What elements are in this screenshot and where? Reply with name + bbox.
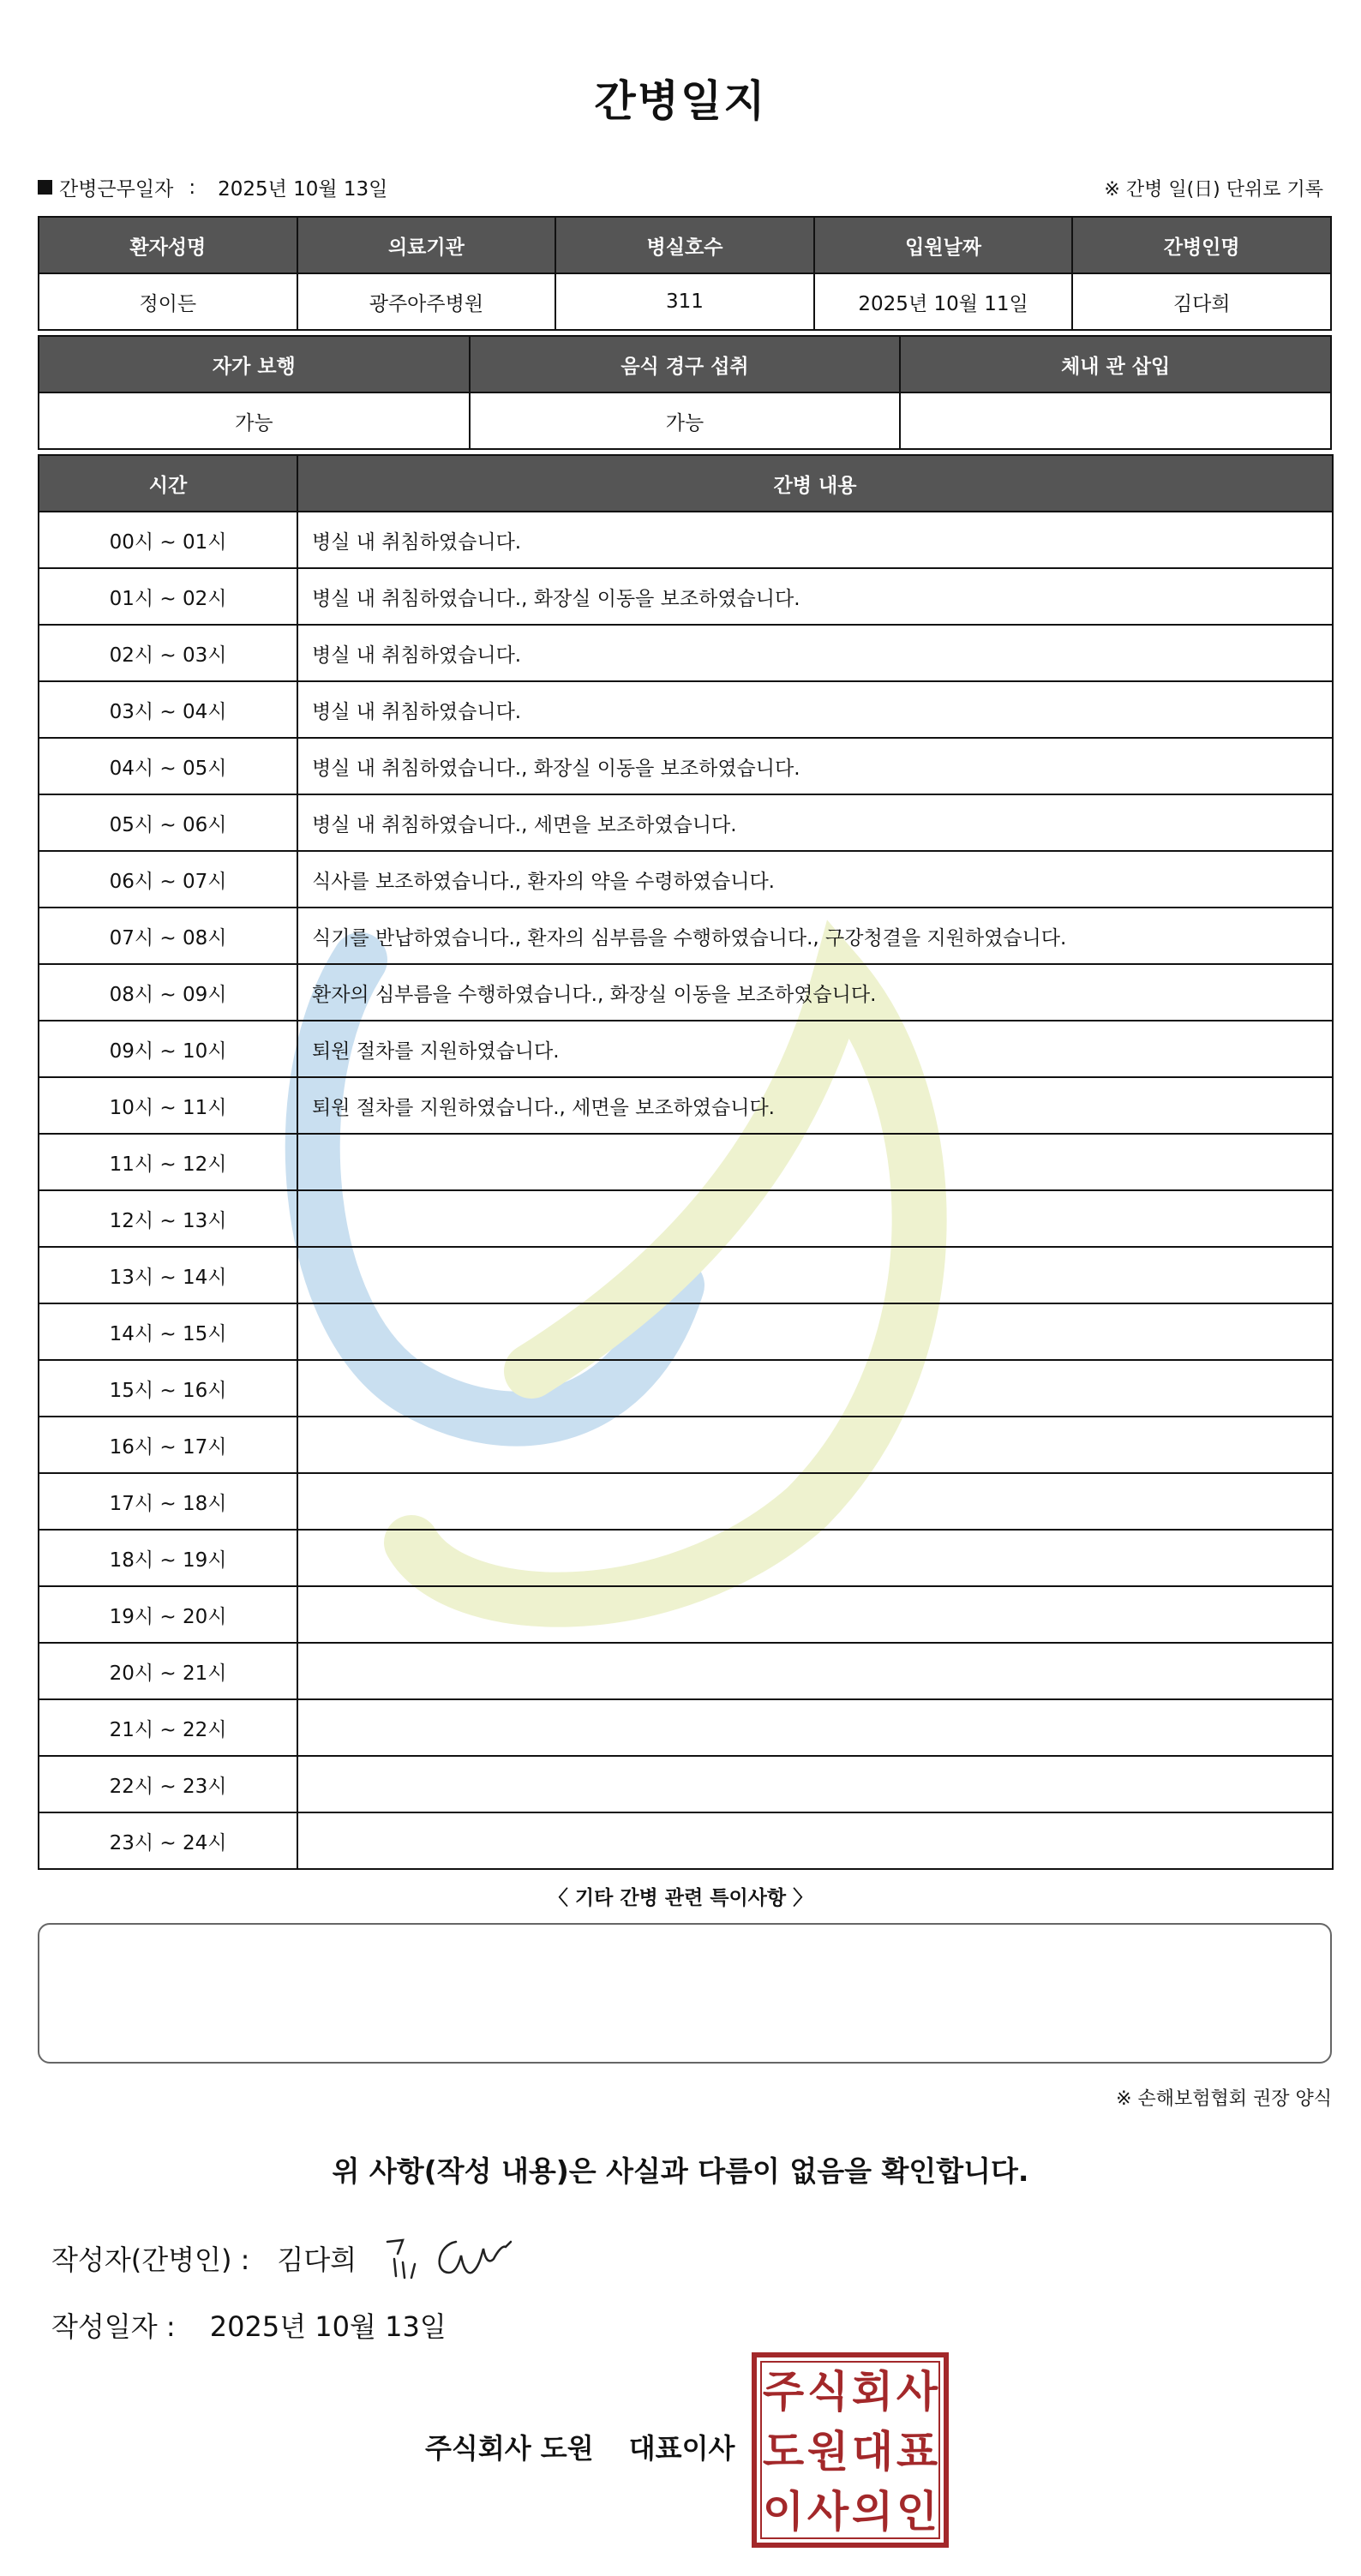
header-admission-date: 입원날짜 xyxy=(814,217,1073,273)
log-content xyxy=(297,1190,1333,1247)
log-content xyxy=(297,1756,1333,1812)
log-time: 05시 ~ 06시 xyxy=(39,794,297,851)
table-row xyxy=(39,512,1333,568)
log-time: 21시 ~ 22시 xyxy=(39,1699,297,1756)
seal-glyph: 대 xyxy=(851,2427,894,2477)
work-date xyxy=(38,173,387,201)
table-row xyxy=(39,1530,1333,1586)
hospital-name: 광주아주병원 xyxy=(297,273,556,330)
log-content: 환자의 심부름을 수행하였습니다., 화장실 이동을 보조하였습니다. xyxy=(297,964,1333,1021)
table-row xyxy=(39,794,1333,851)
written-date-line xyxy=(51,2305,447,2345)
seal-glyph: 사 xyxy=(806,2487,849,2537)
seal-lettering xyxy=(763,2367,938,2537)
remarks-box xyxy=(38,1923,1332,2064)
form-note: ※ 손해보험협회 권장 양식 xyxy=(1116,2088,1332,2110)
table-row xyxy=(39,1134,1333,1190)
log-time: 17시 ~ 18시 xyxy=(39,1473,297,1530)
seal-glyph: 도 xyxy=(762,2427,805,2477)
table-row xyxy=(39,1077,1333,1134)
bullet-square-icon xyxy=(38,180,52,195)
log-content xyxy=(297,1586,1333,1643)
log-content: 퇴원 절차를 지원하였습니다., 세면을 보조하였습니다. xyxy=(297,1077,1333,1134)
care-log-table xyxy=(38,454,1334,1870)
log-time: 16시 ~ 17시 xyxy=(39,1417,297,1473)
seal-glyph: 의 xyxy=(851,2487,894,2537)
table-row xyxy=(39,1417,1333,1473)
log-content: 병실 내 취침하였습니다. xyxy=(297,681,1333,738)
header-time: 시간 xyxy=(39,455,297,512)
table-row xyxy=(39,568,1333,625)
written-date-label: 작성일자 : xyxy=(51,2310,176,2343)
seal-glyph: 이 xyxy=(762,2487,805,2537)
handwritten-signature xyxy=(377,2225,523,2286)
log-time: 07시 ~ 08시 xyxy=(39,908,297,964)
table-row xyxy=(39,1473,1333,1530)
log-time: 23시 ~ 24시 xyxy=(39,1812,297,1869)
writer-name: 김다희 xyxy=(277,2244,357,2276)
care-log-body xyxy=(39,512,1333,1869)
remarks-title: 〈 기타 간병 관련 특이사항 〉 xyxy=(548,1887,813,1909)
log-time: 20시 ~ 21시 xyxy=(39,1643,297,1699)
log-content xyxy=(297,1303,1333,1360)
log-time: 08시 ~ 09시 xyxy=(39,964,297,1021)
log-time: 00시 ~ 01시 xyxy=(39,512,297,568)
table-row xyxy=(39,1021,1333,1077)
log-time: 06시 ~ 07시 xyxy=(39,851,297,908)
log-content xyxy=(297,1417,1333,1473)
writer-line xyxy=(51,2238,357,2278)
header-self-walking: 자가 보행 xyxy=(39,336,470,392)
unit-note: ※ 간병 일(日) 단위로 기록 xyxy=(1104,179,1323,201)
log-content xyxy=(297,1699,1333,1756)
log-time: 12시 ~ 13시 xyxy=(39,1190,297,1247)
log-time: 04시 ~ 05시 xyxy=(39,738,297,794)
log-time: 03시 ~ 04시 xyxy=(39,681,297,738)
log-time: 02시 ~ 03시 xyxy=(39,625,297,681)
company-role: 대표이사 xyxy=(628,2432,735,2465)
header-room-number: 병실호수 xyxy=(555,217,814,273)
log-time: 15시 ~ 16시 xyxy=(39,1360,297,1417)
log-content: 병실 내 취침하였습니다., 세면을 보조하였습니다. xyxy=(297,794,1333,851)
log-content: 식사를 보조하였습니다., 환자의 약을 수령하였습니다. xyxy=(297,851,1333,908)
log-content: 식기를 반납하였습니다., 환자의 심부름을 수행하였습니다., 구강청결을 지원하였습니다. xyxy=(297,908,1333,964)
written-date-value: 2025년 10월 13일 xyxy=(209,2310,447,2343)
writer-label: 작성자(간병인) : xyxy=(51,2244,250,2276)
header-tube-insertion: 체내 관 삽입 xyxy=(900,336,1331,392)
work-date-value: 2025년 10월 13일 xyxy=(218,178,388,201)
log-time: 13시 ~ 14시 xyxy=(39,1247,297,1303)
table-row xyxy=(39,851,1333,908)
log-time: 22시 ~ 23시 xyxy=(39,1756,297,1812)
admission-date: 2025년 10월 11일 xyxy=(814,273,1073,330)
room-number: 311 xyxy=(555,273,814,330)
header-care-content: 간병 내용 xyxy=(297,455,1333,512)
work-date-separator: : xyxy=(189,176,196,199)
seal-glyph: 원 xyxy=(806,2427,849,2477)
log-time: 01시 ~ 02시 xyxy=(39,568,297,625)
table-row xyxy=(39,1360,1333,1417)
table-row xyxy=(39,964,1333,1021)
log-content: 병실 내 취침하였습니다., 화장실 이동을 보조하였습니다. xyxy=(297,738,1333,794)
log-content xyxy=(297,1812,1333,1869)
table-row xyxy=(39,1643,1333,1699)
table-row xyxy=(39,1247,1333,1303)
header-caregiver-name: 간병인명 xyxy=(1072,217,1331,273)
seal-glyph: 회 xyxy=(851,2367,894,2417)
table-row xyxy=(39,1190,1333,1247)
table-row xyxy=(39,681,1333,738)
log-content: 병실 내 취침하였습니다. xyxy=(297,625,1333,681)
header-oral-intake: 음식 경구 섭취 xyxy=(470,336,901,392)
seal-glyph: 주 xyxy=(762,2367,805,2417)
log-time: 09시 ~ 10시 xyxy=(39,1021,297,1077)
header-hospital: 의료기관 xyxy=(297,217,556,273)
log-content: 병실 내 취침하였습니다. xyxy=(297,512,1333,568)
log-time: 10시 ~ 11시 xyxy=(39,1077,297,1134)
header-patient-name: 환자성명 xyxy=(39,217,297,273)
caregiver-name: 김다희 xyxy=(1072,273,1331,330)
patient-status-table xyxy=(38,335,1332,450)
self-walking-value: 가능 xyxy=(39,392,470,449)
company-seal xyxy=(751,2351,950,2549)
table-row xyxy=(39,1812,1333,1869)
table-row xyxy=(39,1586,1333,1643)
log-time: 11시 ~ 12시 xyxy=(39,1134,297,1190)
table-row xyxy=(39,738,1333,794)
confirmation-statement: 위 사항(작성 내용)은 사실과 다름이 없음을 확인합니다. xyxy=(332,2154,1029,2188)
seal-glyph: 인 xyxy=(896,2487,938,2537)
seal-glyph: 식 xyxy=(806,2367,849,2417)
page-title: 간병일지 xyxy=(594,76,767,126)
log-time: 14시 ~ 15시 xyxy=(39,1303,297,1360)
table-row xyxy=(39,1303,1333,1360)
company-line xyxy=(425,2427,734,2466)
log-content xyxy=(297,1643,1333,1699)
log-content xyxy=(297,1473,1333,1530)
table-row xyxy=(39,1756,1333,1812)
log-content xyxy=(297,1360,1333,1417)
log-content xyxy=(297,1247,1333,1303)
table-row xyxy=(39,625,1333,681)
log-time: 19시 ~ 20시 xyxy=(39,1586,297,1643)
table-row xyxy=(39,1699,1333,1756)
table-row xyxy=(39,908,1333,964)
tube-insertion-value xyxy=(900,392,1331,449)
seal-glyph: 사 xyxy=(896,2367,938,2417)
log-content xyxy=(297,1134,1333,1190)
patient-name: 정이든 xyxy=(39,273,297,330)
log-time: 18시 ~ 19시 xyxy=(39,1530,297,1586)
work-date-label: 간병근무일자 xyxy=(59,178,174,201)
log-content: 퇴원 절차를 지원하였습니다. xyxy=(297,1021,1333,1077)
patient-info-table xyxy=(38,216,1332,331)
log-content: 병실 내 취침하였습니다., 화장실 이동을 보조하였습니다. xyxy=(297,568,1333,625)
oral-intake-value: 가능 xyxy=(470,392,901,449)
seal-glyph: 표 xyxy=(896,2427,938,2477)
company-name: 주식회사 도원 xyxy=(425,2432,594,2465)
log-content xyxy=(297,1530,1333,1586)
